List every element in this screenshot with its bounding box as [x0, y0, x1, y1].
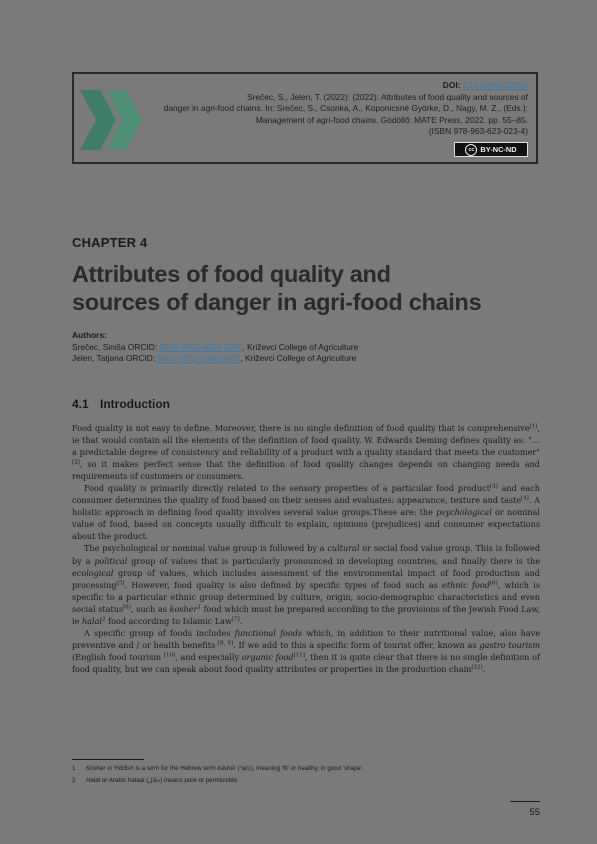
citation-box: [72, 72, 538, 164]
chapter-title: [72, 260, 552, 316]
citation-line: Management of agri-food chains. Gödöllő: MATE Press, 2022. pp. 55–85.: [255, 114, 528, 125]
citation-ref[interactable]: [10]: [163, 652, 176, 659]
section-number: 4.1: [72, 397, 89, 411]
citation-ref[interactable]: [5]: [116, 579, 125, 586]
footnotes: [72, 763, 540, 787]
chapter-label: CHAPTER 4: [72, 235, 148, 250]
page-number-rule: [510, 801, 540, 802]
footnote-divider: [72, 759, 144, 760]
citation-ref[interactable]: [6]: [123, 604, 131, 611]
section-title: Introduction: [100, 397, 170, 411]
orcid-link[interactable]: 0000-0002-0000-0000: [157, 353, 241, 363]
page-number: 55: [529, 807, 540, 818]
footnote-ref[interactable]: 2: [102, 616, 106, 623]
paragraph: A specific group of foods includes functional foods which, in addition to their nutritional value, also have preventive and / or health benefits [8, 9]. If we add to this a specific form of tourist offer, known as gastro tourism (English food tourism [10], and especially organic food[11], then it is quite clear that there is no single definition of food quality, but we can speak about food quality attributes or properties in the production chain[12].: [72, 627, 540, 674]
paragraph: Food quality is primarily directly related to the sensory properties of a particular food product[3] and each consumer determines the quality of food based on their senses and evaluates: appearance, texture and taste[4]. A holistic approach in defining food quality involves several value groups.These are: the psychological or nominal value of food, based on concepts usually difficult to explain, opinions (prejudices) and consumer expectations about the product.: [72, 483, 540, 542]
citation-ref[interactable]: [11]: [293, 652, 305, 659]
citation-ref[interactable]: [1]: [529, 423, 538, 430]
citation-line: danger in agri-food chains. In: Srečec, S., Csonka, A., Koponicsné Györke, D., Nagy, M. Z., (Eds.):: [163, 103, 528, 114]
paragraph: The psychological or nominal value group is followed by a cultural or social food value group. This is followed by a political group of values that is particularly pronounced in developing countries, and finally there is the ecological group of values, which includes assessment of the environmental impact of food production and processing[5]. However, food quality is also defined by specific types of food such as ethnic food[6], which is specific to a particular ethnic group determined by culture, origin, socio-demographic characteristics and even social status[6], such as kosher$^1$ food which must be prepared according to the provisions of the Jewish Food Law, ie halal$^2$ food according to Islamic Law[7].: [72, 543, 540, 626]
footnote-ref[interactable]: 1: [197, 604, 201, 611]
section-heading: [72, 397, 170, 411]
citation-line: Srečec, S., Jelen, T. (2022): (2022): Attributes of food quality and sources of: [246, 91, 528, 102]
orcid-link[interactable]: 0000-0002-0000-0000: [159, 341, 243, 352]
author-entry: [72, 353, 542, 365]
doi-link[interactable]: 10.54598/002550: [462, 80, 528, 90]
paragraph: Food quality is not easy to define. Moreover, there is no single definition of food quality that is comprehensive[1], ie that would contain all the elements of the definition of food quality. W. Edwards Deming defines quality as: "… a predictable degree of consistency and reliability of a product with a quality standard that meets the customer"[2], so it makes perfect sense that the definition of food quality changes depends on changing needs and requirements of customers or consumers.: [72, 423, 540, 482]
chapter-title-line: sources of danger in agri-food chains: [72, 289, 482, 315]
citation-line: (ISBN 978-963-623-023-4): [428, 126, 528, 137]
body-text: [72, 422, 540, 675]
citation-ref[interactable]: [4]: [521, 495, 529, 502]
author-affiliation: , Križevci College of Agriculture: [242, 341, 359, 352]
license-label: BY-NC-ND: [480, 145, 517, 154]
chapter-title-line: Attributes of food quality and: [72, 261, 391, 287]
authors-label: Authors:: [72, 330, 107, 340]
authors-block: [72, 330, 542, 365]
citation-ref[interactable]: [6]: [489, 579, 498, 586]
citation-ref[interactable]: [8, 9]: [218, 640, 234, 647]
cc-license-badge[interactable]: [454, 142, 528, 157]
citation-ref[interactable]: [7]: [231, 616, 240, 623]
citation-ref[interactable]: [3]: [489, 483, 498, 490]
doi-label: DOI:: [442, 80, 461, 90]
footnote: 1 Kosher in Yiddish is a term for the Hebrew term kāshēr (כָּשֵׁר), meaning 'fit' or healthy, in good 'shape'.: [72, 765, 364, 772]
author-affiliation: , Križevci College of Agriculture: [240, 353, 357, 363]
citation-ref[interactable]: [2]: [72, 459, 80, 466]
citation-text: [128, 80, 528, 138]
author-name: Jelen, Tatjana ORCID:: [72, 353, 158, 363]
author-name: Srečec, Siniša ORCID:: [72, 341, 160, 352]
citation-ref[interactable]: [12]: [471, 664, 483, 671]
footnote: 2 Halal or Arabic halaal (حلال) means pure or permissible.: [72, 777, 239, 784]
author-entry: [72, 342, 542, 354]
creative-commons-icon: cc: [465, 144, 477, 156]
